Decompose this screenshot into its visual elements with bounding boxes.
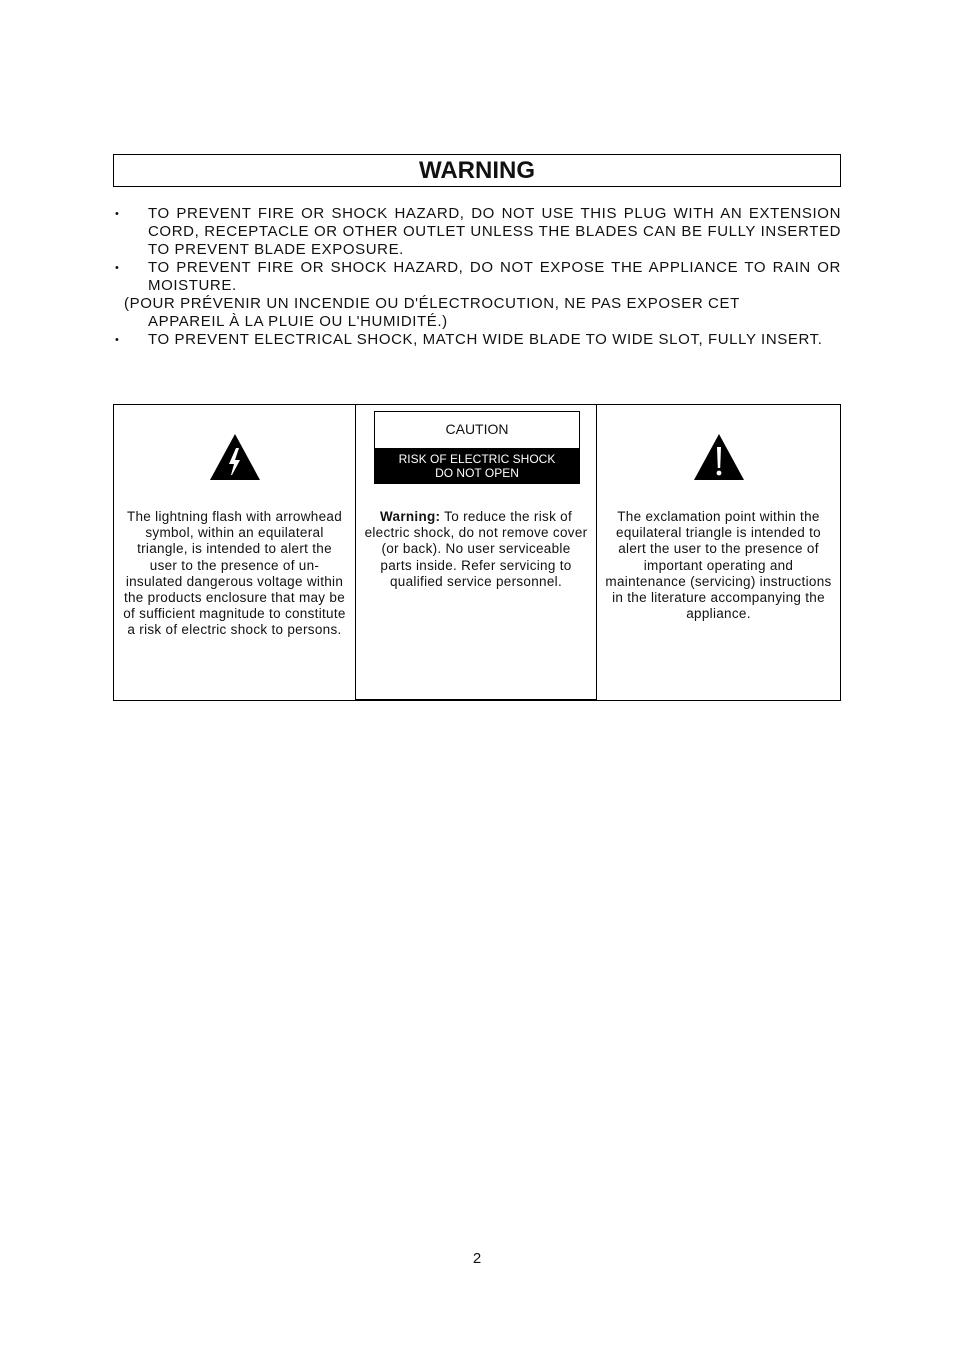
- safety-symbols-panel: [113, 404, 841, 701]
- caution-risk-line: RISK OF ELECTRIC SHOCK: [398, 451, 556, 466]
- page-number: 2: [472, 1250, 482, 1267]
- bullet-item: [113, 205, 841, 259]
- caution-title: CAUTION: [445, 420, 509, 437]
- french-note: [113, 295, 841, 331]
- bullet-text: TO PREVENT FIRE OR SHOCK HAZARD, DO NOT USE THIS PLUG WITH AN EXTENSION CORD, RECEPTACLE OR OTHER OUTLET UNLESS THE BLADES CAN BE FULLY INSERTED TO PREVENT BLADE EXPOSURE.: [148, 205, 841, 258]
- caution-label: [374, 411, 580, 484]
- bullet-item: [113, 259, 841, 295]
- caution-warning-description: [364, 509, 588, 590]
- bullet-item: [113, 331, 841, 349]
- caution-risk-band: [375, 448, 579, 483]
- warning-bold-label: Warning:: [379, 509, 441, 524]
- caution-cell: [356, 405, 597, 700]
- bullet-text: TO PREVENT FIRE OR SHOCK HAZARD, DO NOT EXPOSE THE APPLIANCE TO RAIN OR MOISTURE.: [148, 259, 841, 294]
- bullet-marker: •: [115, 262, 120, 274]
- exclamation-symbol-cell: [597, 405, 840, 700]
- bullet-text: TO PREVENT ELECTRICAL SHOCK, MATCH WIDE BLADE TO WIDE SLOT, FULLY INSERT.: [148, 331, 823, 348]
- lightning-symbol-description: The lightning flash with arrowhead symbol, within an equilateral triangle, is intended to alert the user to the presence of un-insulated dangerous voltage within the products enclosure that may be of sufficient magnitude to constitute a risk of electric shock to persons.: [123, 509, 346, 638]
- warning-bullets: [113, 205, 841, 349]
- french-note-line2: APPAREIL À LA PLUIE OU L'HUMIDITÉ.): [148, 313, 448, 330]
- french-note-line1: (POUR PRÉVENIR UN INCENDIE OU D'ÉLECTROCUTION, NE PAS EXPOSER CET: [124, 295, 740, 312]
- bullet-marker: •: [115, 334, 120, 346]
- lightning-symbol-cell: [114, 405, 356, 700]
- lightning-triangle-icon: [209, 433, 261, 481]
- exclamation-symbol-description: The exclamation point within the equilateral triangle is intended to alert the user to the presence of important operating and maintenance (servicing) instructions in the literature accompanying the appliance.: [605, 509, 832, 622]
- page-title: WARNING: [419, 156, 535, 184]
- warning-title-box: [113, 154, 841, 187]
- exclamation-triangle-icon: [693, 433, 745, 481]
- caution-do-not-open-line: DO NOT OPEN: [435, 465, 519, 480]
- warning-text: To reduce the risk of electric shock, do not remove cover (or back). No user serviceable parts inside. Refer servicing to qualified service personnel.: [364, 509, 588, 589]
- bullet-marker: •: [115, 208, 120, 220]
